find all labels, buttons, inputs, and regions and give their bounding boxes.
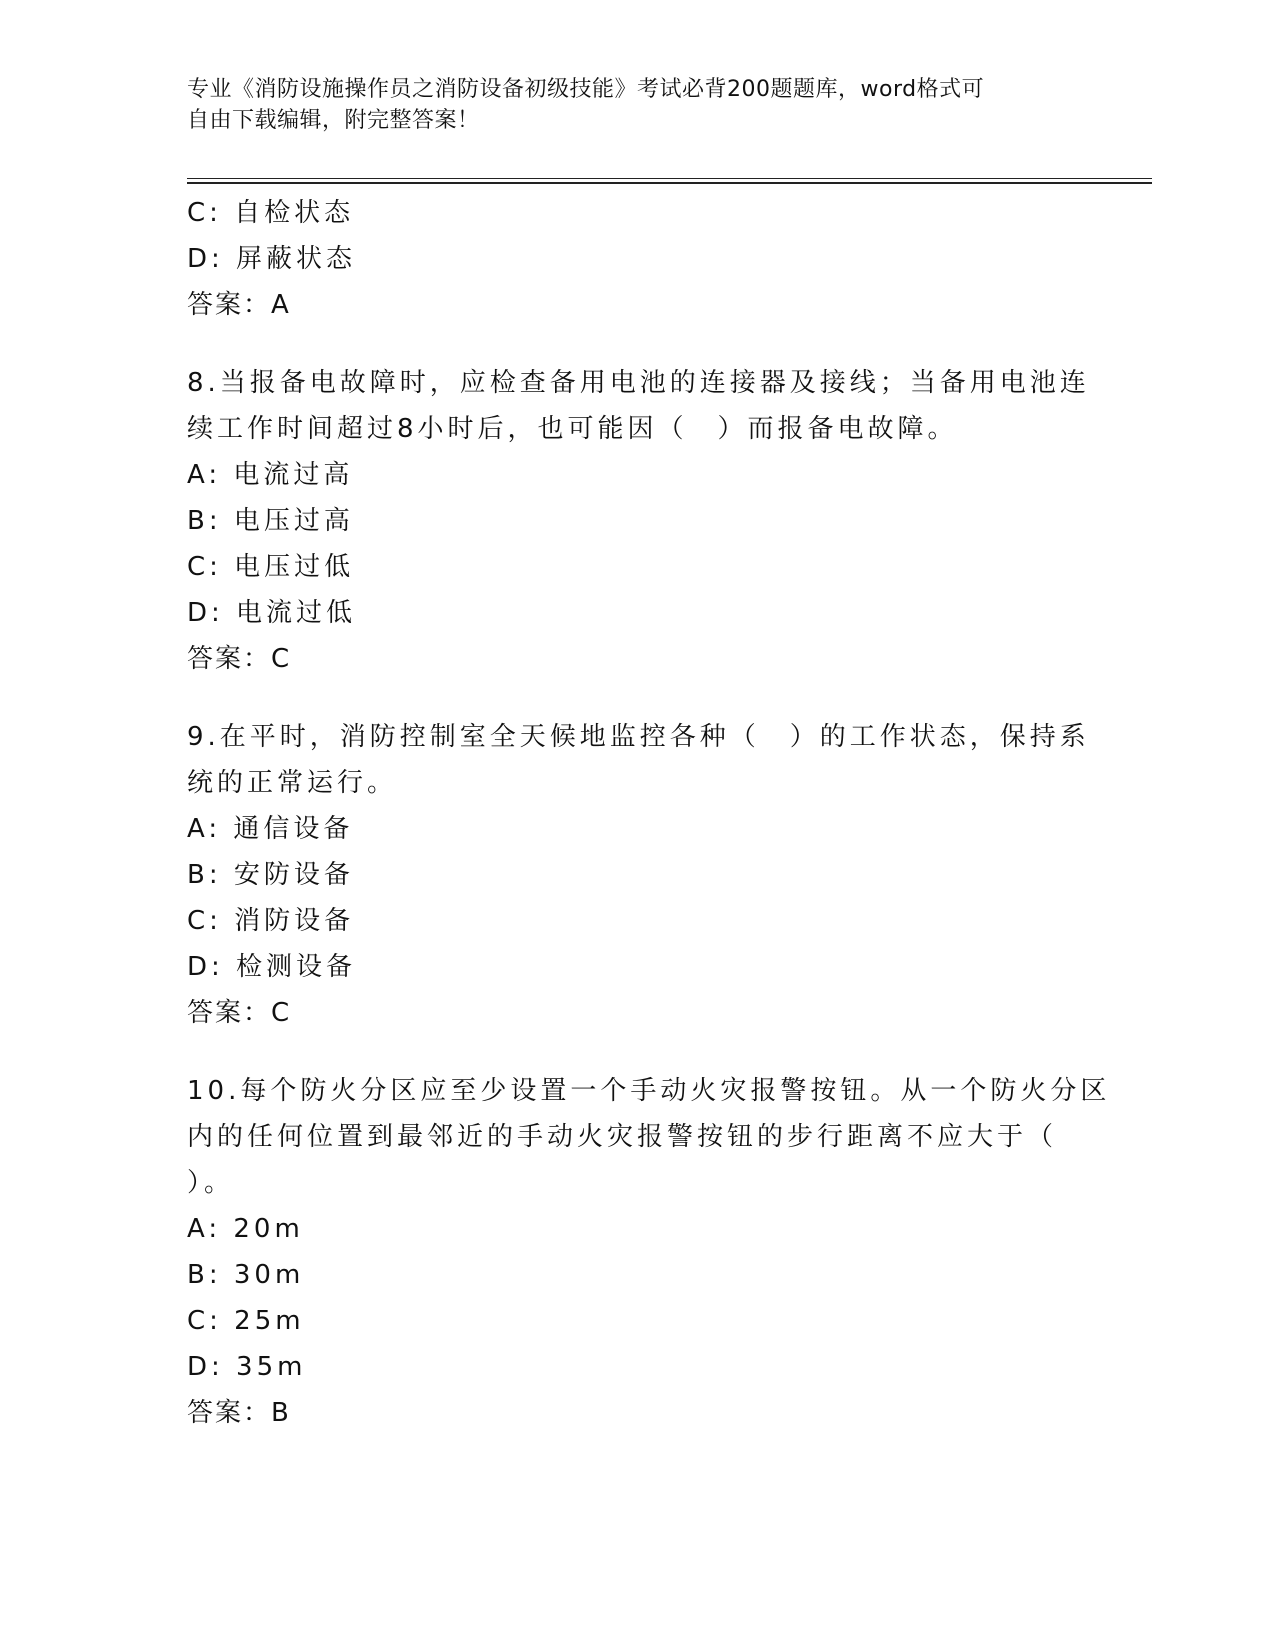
option-c: C: 电压过低 — [187, 552, 355, 582]
option-a: A: 通信设备 — [187, 814, 354, 844]
question-block-8 — [187, 360, 1090, 682]
question-spacer — [187, 1036, 1087, 1068]
answer-label: 答案：A — [187, 290, 291, 320]
option-d: D: 检测设备 — [187, 952, 357, 982]
header-line-2: 自由下载编辑，附完整答案！ — [187, 108, 480, 133]
answer-label: 答案：C — [187, 644, 292, 674]
answer-label: 答案：C — [187, 998, 292, 1028]
question-block-9 — [187, 714, 1090, 1036]
question-spacer — [187, 682, 1087, 714]
header-divider-thick — [187, 182, 1152, 184]
question-text-line: 9.在平时，消防控制室全天候地监控各种（ ）的工作状态，保持系 — [187, 722, 1090, 752]
option-c: C: 消防设备 — [187, 906, 355, 936]
option-b: B: 电压过高 — [187, 506, 354, 536]
question-text-line: ）。 — [187, 1168, 235, 1198]
question-text-line: 内的任何位置到最邻近的手动火灾报警按钮的步行距离不应大于（ — [187, 1122, 1058, 1152]
option-c: C: 25m — [187, 1306, 305, 1336]
question-text-line: 8.当报备电故障时，应检查备用电池的连接器及接线；当备用电池连 — [187, 368, 1090, 398]
header-line-1: 专业《消防设施操作员之消防设备初级技能》考试必背200题题库，word格式可 — [187, 77, 985, 102]
question-text-line: 10.每个防火分区应至少设置一个手动火灾报警按钮。从一个防火分区 — [187, 1076, 1111, 1106]
question-text-line: 续工作时间超过8小时后，也可能因（ ）而报备电故障。 — [187, 414, 958, 444]
option-b: B: 30m — [187, 1260, 305, 1290]
question-text-line: 统的正常运行。 — [187, 768, 398, 798]
question-block-7 — [187, 190, 1087, 328]
option-a: A: 20m — [187, 1214, 304, 1244]
question-list — [187, 190, 1111, 1436]
header-divider-thin — [187, 178, 1152, 179]
option-b: B: 安防设备 — [187, 860, 354, 890]
question-spacer — [187, 328, 1087, 360]
answer-label: 答案：B — [187, 1398, 291, 1428]
question-block-10 — [187, 1068, 1111, 1436]
document-header — [187, 74, 1067, 136]
option-d: D: 屏蔽状态 — [187, 244, 357, 274]
option-d: D: 电流过低 — [187, 598, 357, 628]
option-d: D: 35m — [187, 1352, 307, 1382]
option-c: C: 自检状态 — [187, 198, 355, 228]
option-a: A: 电流过高 — [187, 460, 354, 490]
